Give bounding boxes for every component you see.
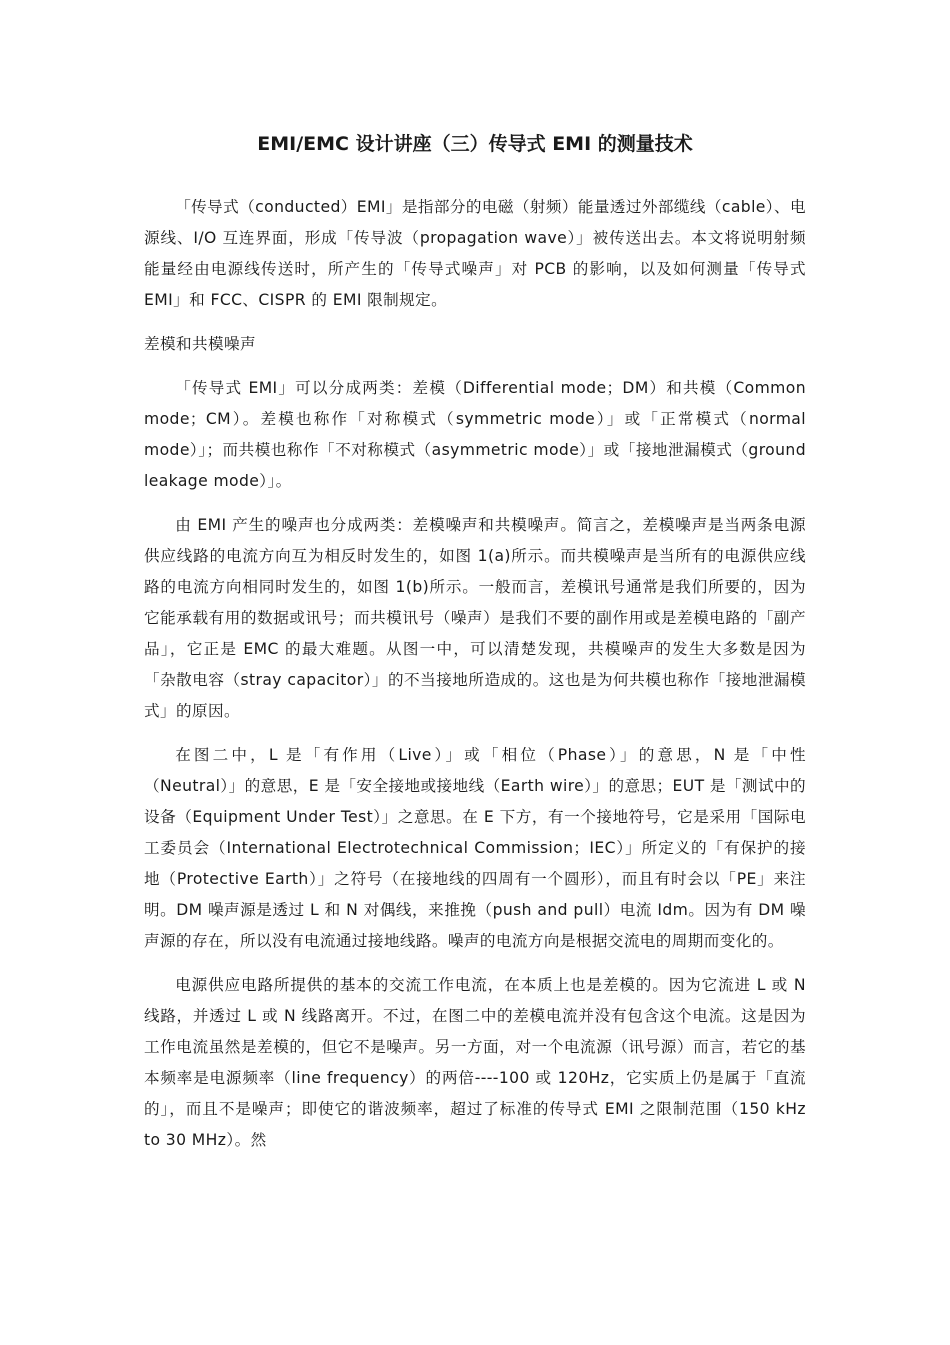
- paragraph-emi-types: 「传导式 EMI」可以分成两类：差模（Differential mode；DM）和共模（Common mode；CM）。差模也称作「对称模式（symmetric mode）」或「正常模式（normal mode）」；而共模也称作「不对称模式（asymmetric mode）」或「接地泄漏模式（ground leakage mode）」。: [144, 379, 806, 490]
- paragraph-figure-two: 在图二中，L 是「有作用（Live）」或「相位（Phase）」的意思，N 是「中性（Neutral）」的意思，E 是「安全接地或接地线（Earth wire）」的意思；EUT 是「测试中的设备（Equipment Under Test）」之意思。在 E 下方，有一个接地符号，它是采用「国际电工委员会（International Electrotechnical Commission；IEC）」所定义的「有保护的接地（Protective Earth）」之符号（在接地线的四周有一个圆形），而且有时会以「PE」来注明。DM 噪声源是透过 L 和 N 对偶线，来推挽（push and pull）电流 Idm。因为有 DM 噪声源的存在，所以没有电流通过接地线路。噪声的电流方向是根据交流电的周期而变化的。: [144, 746, 806, 950]
- paragraph-intro: 「传导式（conducted）EMI」是指部分的电磁（射频）能量透过外部缆线（cable）、电源线、I/O 互连界面，形成「传导波（propagation wave）」被传送出去。本文将说明射频能量经由电源线传送时，所产生的「传导式噪声」对 PCB 的影响，以及如何测量「传导式 EMI」和 FCC、CISPR 的 EMI 限制规定。: [144, 198, 806, 309]
- document-body: [144, 192, 806, 1169]
- section-heading: 差模和共模噪声: [144, 335, 256, 353]
- document-title: EMI/EMC 设计讲座（三）传导式 EMI 的测量技术: [257, 133, 693, 155]
- paragraph-noise-types: 由 EMI 产生的噪声也分成两类：差模噪声和共模噪声。简言之，差模噪声是当两条电源供应线路的电流方向互为相反时发生的，如图 1(a)所示。而共模噪声是当所有的电源供应线路的电流方向相同时发生的，如图 1(b)所示。一般而言，差模讯号通常是我们所要的，因为它能承载有用的数据或讯号；而共模讯号（噪声）是我们不要的副作用或是差模电路的「副产品」，它正是 EMC 的最大难题。从图一中，可以清楚发现，共模噪声的发生大多数是因为「杂散电容（stray capacitor）」的不当接地所造成的。这也是为何共模也称作「接地泄漏模式」的原因。: [144, 516, 806, 720]
- paragraph-ac-current: 电源供应电路所提供的基本的交流工作电流，在本质上也是差模的。因为它流进 L 或 N 线路，并透过 L 或 N 线路离开。不过，在图二中的差模电流并没有包含这个电流。这是因为工作电流虽然是差模的，但它不是噪声。另一方面，对一个电流源（讯号源）而言，若它的基本频率是电源频率（line frequency）的两倍----100 或 120Hz，它实质上仍是属于「直流的」，而且不是噪声；即使它的谐波频率，超过了标准的传导式 EMI 之限制范围（150 kHz to 30 MHz）。然: [144, 976, 806, 1149]
